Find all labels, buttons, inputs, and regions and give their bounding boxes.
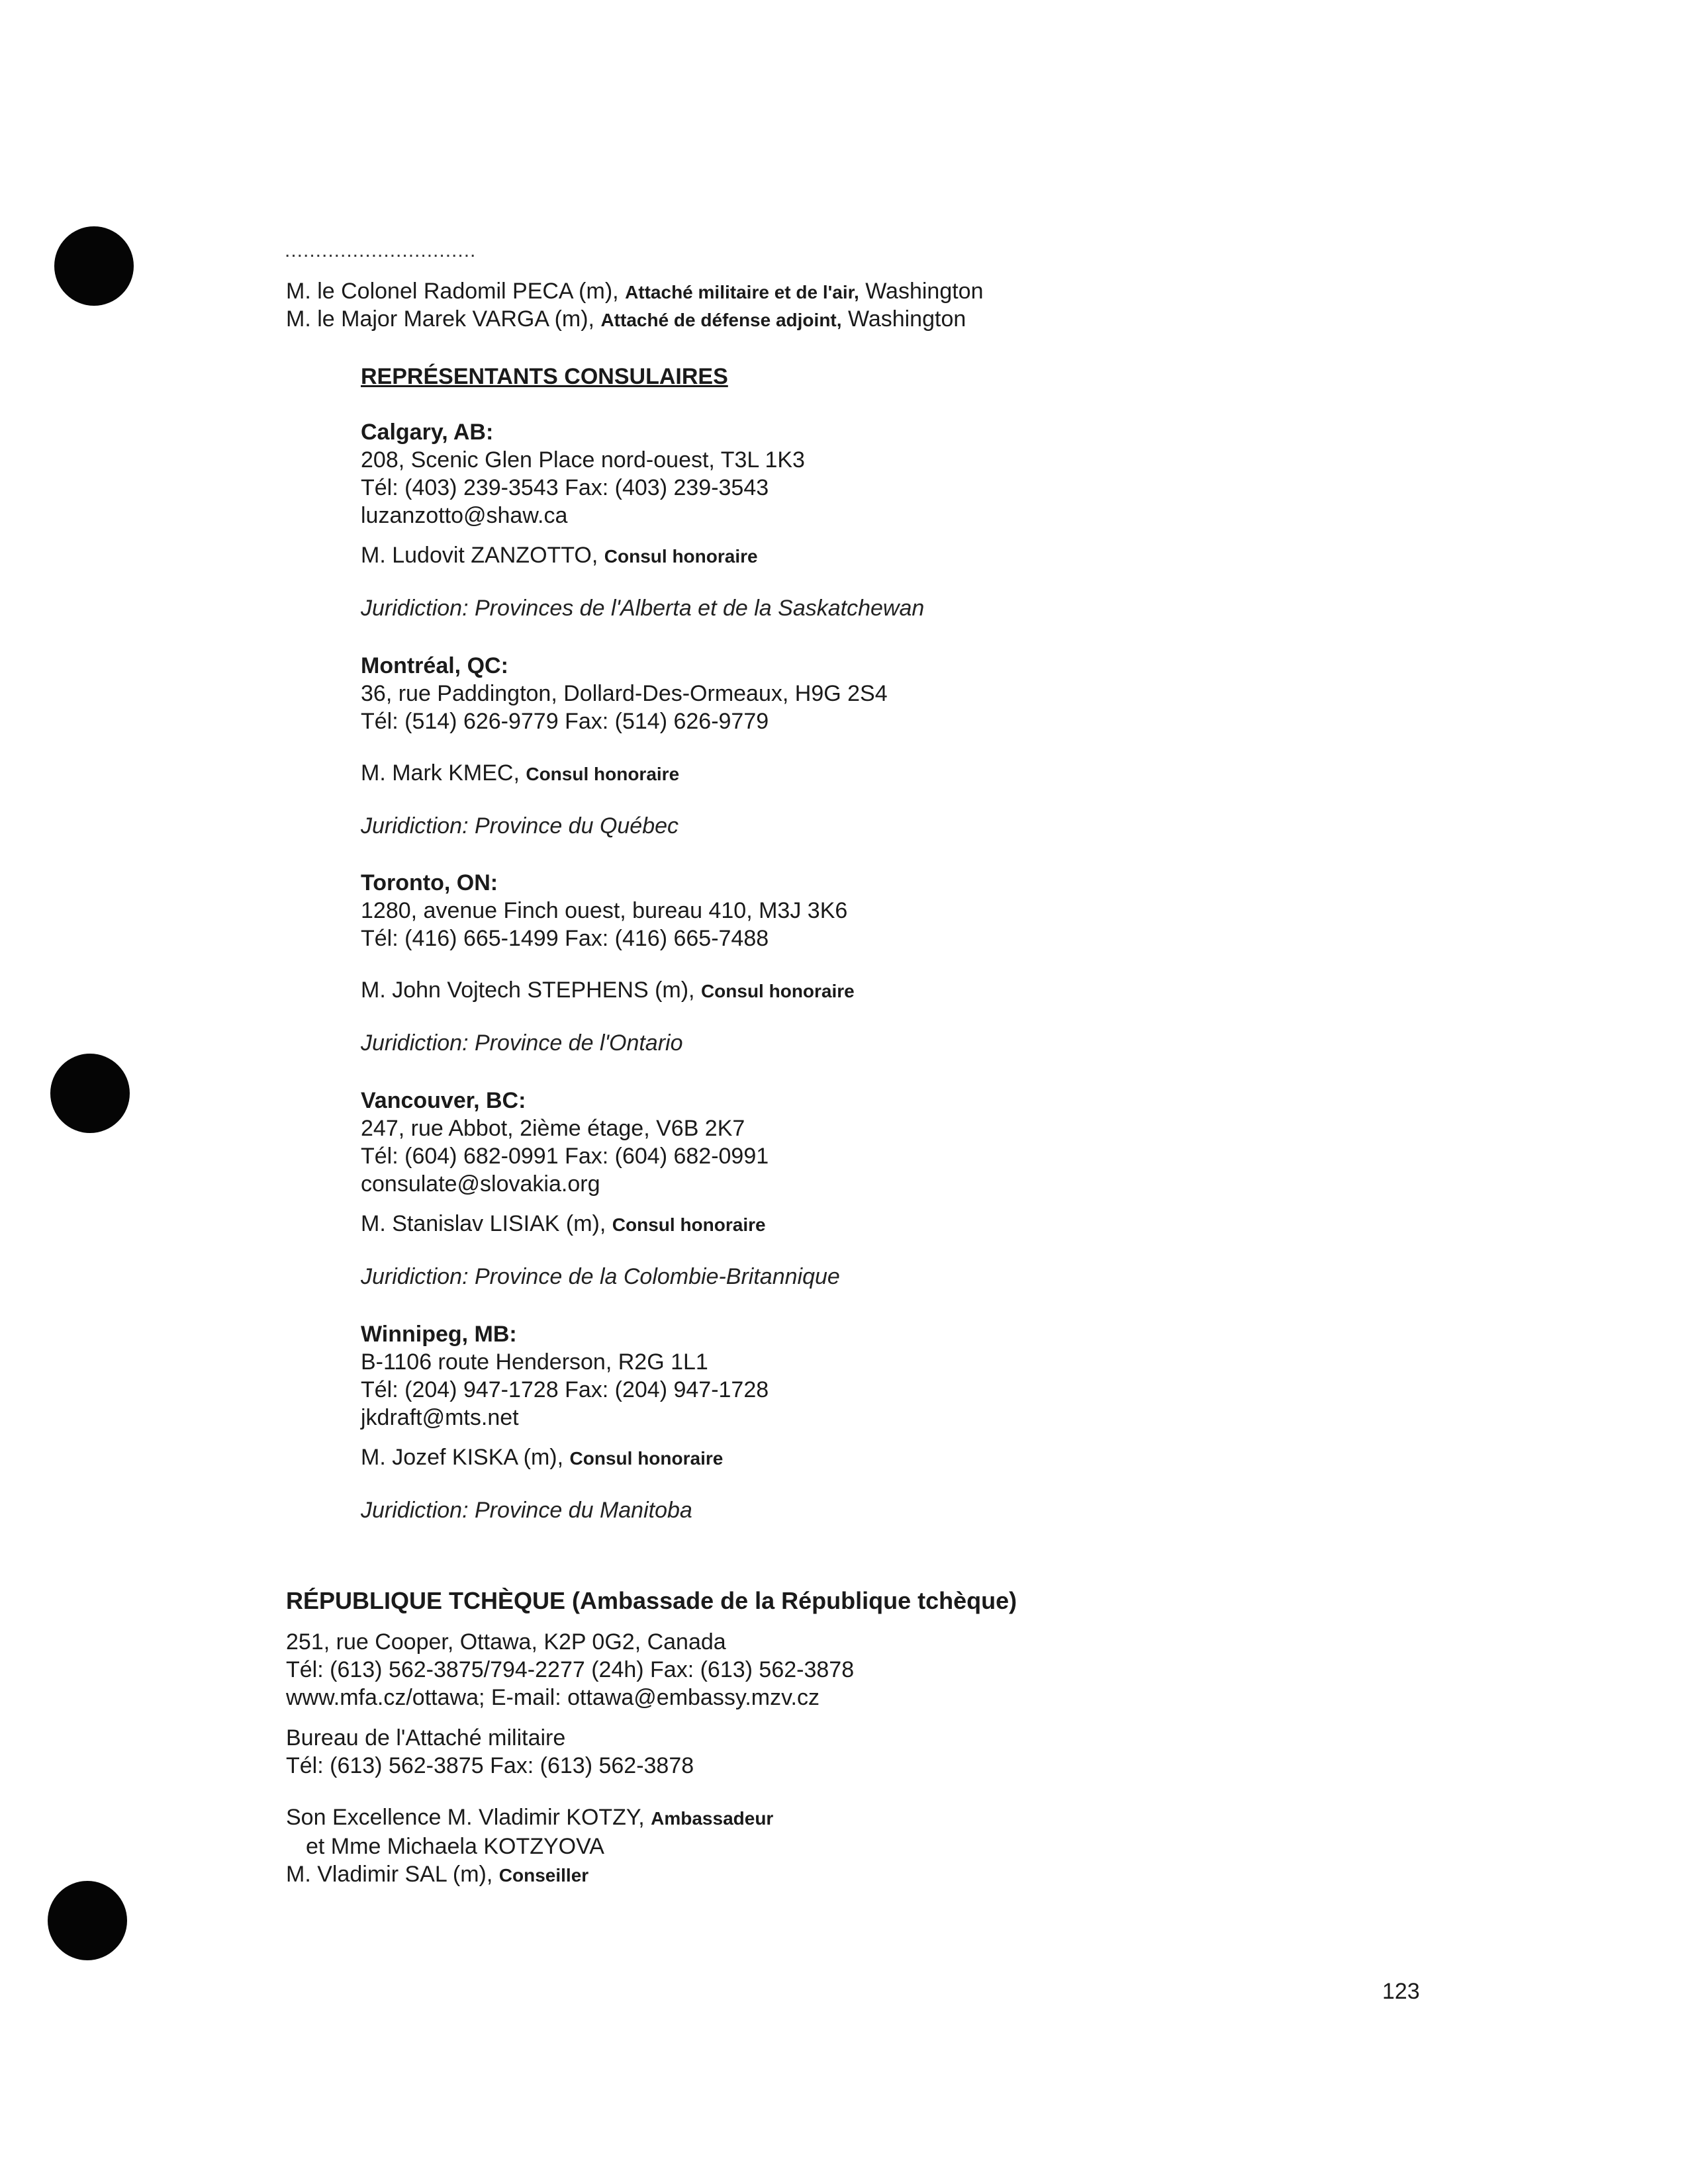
attache-name: M. le Major Marek VARGA (m), xyxy=(286,306,594,332)
attache-rank: Attaché de défense adjoint, xyxy=(600,310,842,330)
consulate-city: Montréal, QC: xyxy=(361,653,508,678)
consulate-vancouver xyxy=(361,1087,840,1291)
consul-role: Consul honoraire xyxy=(526,764,680,784)
consul-role: Consul honoraire xyxy=(612,1214,766,1235)
attache-city: Washington xyxy=(847,306,966,332)
consul-entry xyxy=(361,759,888,788)
attache-rank: Attaché militaire et de l'air, xyxy=(625,282,859,302)
consul-entry xyxy=(361,976,855,1005)
binder-hole-bottom xyxy=(48,1881,127,1960)
ambassador-role: Ambassadeur xyxy=(651,1808,774,1829)
consulate-phone: Tél: (514) 626-9779 Fax: (514) 626-9779 xyxy=(361,709,769,734)
consulate-jurisdiction: Juridiction: Provinces de l'Alberta et de la Saskatchewan xyxy=(361,596,925,621)
consulate-phone: Tél: (403) 239-3543 Fax: (403) 239-3543 xyxy=(361,475,769,500)
consul-name: M. Jozef KISKA (m), xyxy=(361,1445,564,1470)
consul-entry xyxy=(361,1210,840,1239)
counsellor-role: Conseiller xyxy=(498,1865,589,1886)
consul-role: Consul honoraire xyxy=(700,981,855,1001)
ambassador-name: Son Excellence M. Vladimir KOTZY, xyxy=(286,1805,645,1830)
consulate-calgary xyxy=(361,418,924,622)
consulate-city: Vancouver, BC: xyxy=(361,1088,526,1113)
embassy-web: www.mfa.cz/ottawa; E-mail: ottawa@embassy.mzv.cz xyxy=(286,1685,820,1710)
embassy-staff xyxy=(286,1803,773,1889)
military-office-phone: Tél: (613) 562-3875 Fax: (613) 562-3878 xyxy=(286,1753,694,1778)
consul-entry xyxy=(361,1443,769,1473)
attache-entry xyxy=(286,306,966,334)
attache-entry xyxy=(286,278,984,306)
ambassador-spouse: et Mme Michaela KOTZYOVA xyxy=(306,1834,604,1859)
consulate-address: 1280, avenue Finch ouest, bureau 410, M3J 3K6 xyxy=(361,898,848,923)
consulate-city: Calgary, AB: xyxy=(361,420,494,445)
consulate-email: luzanzotto@shaw.ca xyxy=(361,503,568,528)
attache-city: Washington xyxy=(865,279,984,304)
consulate-toronto xyxy=(361,869,855,1057)
consul-name: M. John Vojtech STEPHENS (m), xyxy=(361,978,695,1003)
consul-role: Consul honoraire xyxy=(569,1448,724,1469)
consulate-city: Toronto, ON: xyxy=(361,870,498,895)
consul-name: M. Stanislav LISIAK (m), xyxy=(361,1211,606,1236)
consulate-address: 247, rue Abbot, 2ième étage, V6B 2K7 xyxy=(361,1116,745,1141)
country-title: RÉPUBLIQUE TCHÈQUE (Ambassade de la République tchèque) xyxy=(286,1587,1017,1614)
consul-role: Consul honoraire xyxy=(604,546,758,567)
ambassador-entry xyxy=(286,1803,773,1833)
consulate-address: 208, Scenic Glen Place nord-ouest, T3L 1K3 xyxy=(361,447,805,473)
consulate-jurisdiction: Juridiction: Province du Manitoba xyxy=(361,1498,692,1523)
consulate-email: consulate@slovakia.org xyxy=(361,1171,600,1197)
consul-entry xyxy=(361,541,924,570)
consul-name: M. Mark KMEC, xyxy=(361,760,520,786)
consulate-phone: Tél: (416) 665-1499 Fax: (416) 665-7488 xyxy=(361,926,769,951)
embassy-contact xyxy=(286,1628,854,1711)
consulate-jurisdiction: Juridiction: Province du Québec xyxy=(361,813,679,839)
consulate-address: 36, rue Paddington, Dollard-Des-Ormeaux, H9G 2S4 xyxy=(361,681,888,706)
dotted-separator: ............................... xyxy=(285,240,477,261)
counsellor-name: M. Vladimir SAL (m), xyxy=(286,1862,493,1887)
consulate-phone: Tél: (204) 947-1728 Fax: (204) 947-1728 xyxy=(361,1377,769,1402)
consulate-address: B-1106 route Henderson, R2G 1L1 xyxy=(361,1349,708,1375)
consulate-email: jkdraft@mts.net xyxy=(361,1405,519,1430)
consulate-montreal xyxy=(361,652,888,840)
consulate-phone: Tél: (604) 682-0991 Fax: (604) 682-0991 xyxy=(361,1144,769,1169)
binder-hole-middle xyxy=(50,1054,130,1133)
consular-heading: REPRÉSENTANTS CONSULAIRES xyxy=(361,364,728,389)
page-number: 123 xyxy=(1382,1979,1420,2004)
military-office xyxy=(286,1724,694,1780)
counsellor-entry xyxy=(286,1860,773,1889)
attache-name: M. le Colonel Radomil PECA (m), xyxy=(286,279,619,304)
consulate-jurisdiction: Juridiction: Province de la Colombie-Britannique xyxy=(361,1264,840,1289)
consul-name: M. Ludovit ZANZOTTO, xyxy=(361,543,598,568)
consulate-jurisdiction: Juridiction: Province de l'Ontario xyxy=(361,1030,683,1056)
binder-hole-top xyxy=(54,226,134,306)
consulate-city: Winnipeg, MB: xyxy=(361,1322,517,1347)
embassy-phone: Tél: (613) 562-3875/794-2277 (24h) Fax: (613) 562-3878 xyxy=(286,1657,855,1682)
military-office-label: Bureau de l'Attaché militaire xyxy=(286,1725,566,1751)
embassy-address: 251, rue Cooper, Ottawa, K2P 0G2, Canada xyxy=(286,1629,726,1655)
consulate-winnipeg xyxy=(361,1320,769,1524)
